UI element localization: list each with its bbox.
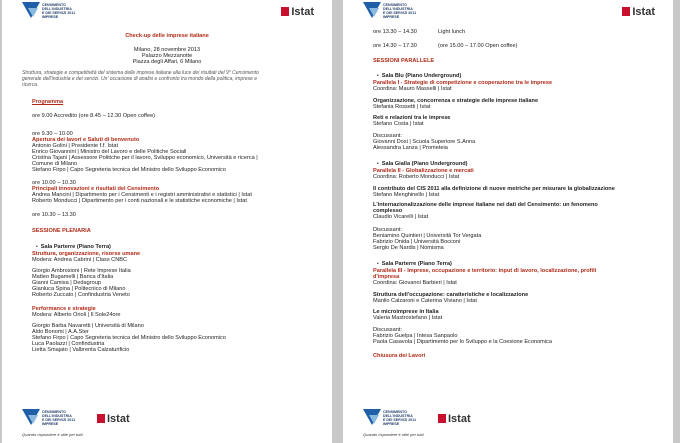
room-label: • Sala Blu (Piano Underground) [377, 73, 462, 79]
speaker: Claudio Vicarelli | Istat [373, 214, 429, 220]
speaker: Stefania Rossetti | Istat [373, 104, 431, 110]
agenda-title: Apertura dei lavori e Saluti di benvenuto [32, 137, 140, 143]
moderator: Modera: Alberto Orioli | Il Sole24ore [32, 312, 121, 318]
panel-title: d'impresa [373, 274, 400, 280]
speaker: Gianni Camisa | Dedagroup [32, 280, 101, 286]
speaker: Roberto Monducci | Dipartimento per i conti nazionali e le statistiche economiche | Istat [32, 198, 247, 204]
session-heading: SESSIONI PARALLELE [373, 58, 435, 64]
speaker: Beniamino Quintieri | Università Tor Vergata [373, 233, 482, 239]
programme-heading: Programma [32, 99, 64, 105]
speaker: Valeria Mastrostefano | Istat [373, 315, 443, 321]
speaker: Antonio Golini | Presidente f.f. Istat [32, 143, 119, 149]
census-logo: CENSIMENTO DELL'INDUSTRIA E DEI SERVIZI 2011 IMPRESE [22, 409, 92, 431]
speaker: Stefano Costa | Istat [373, 121, 424, 127]
page-footer [22, 407, 162, 437]
room-label: • Sala Parterre (Piano Terra) [36, 244, 111, 250]
moderator: Coordina: Roberto Monducci | Istat [373, 174, 460, 180]
page-header [22, 2, 314, 24]
speaker: Roberto Zuccato | Confindustria Veneto [32, 292, 130, 298]
talk-title: Reti e relazioni tra le imprese [373, 115, 451, 121]
istat-logo: Istat [97, 413, 130, 425]
agenda-time: ore 9.30 – 10.00 [32, 131, 73, 137]
speaker: Alessandra Lanza | Prometeia [373, 145, 448, 151]
speaker: Comune di Milano [32, 161, 78, 167]
agenda-title: Principali innovazioni e risultati del Censimento [32, 186, 160, 192]
closing-title: Chiusura dei Lavori [373, 353, 426, 359]
speaker: Sergio De Nardis | Nomisma [373, 245, 444, 251]
agenda-time: ore 14.30 – 17.30 [373, 43, 417, 49]
moderator: Coordina: Mauro Masselli | Istat [373, 86, 452, 92]
document-page-1 [2, 0, 332, 443]
talk-title: Le microimprese in Italia [373, 309, 439, 315]
intro-text: Struttura, strategie e competitività del sistema delle imprese italiane alla luce dei risultati del 9° Censimento [22, 70, 259, 76]
intro-text: ricerca. [22, 82, 39, 88]
doc-title: Check-up delle imprese italiane [125, 33, 209, 39]
speaker: Aldo Bonomi | A.A.Ster [32, 329, 89, 335]
discussant-label: Discussant: [373, 327, 402, 333]
talk-title: Il contributo del CIS 2011 alla definizione di nuove metriche per misurare la globalizzazione [373, 186, 615, 192]
event-venue: Palazzo Mezzanotte [141, 53, 193, 59]
speaker: Cristina Tajani | Assessore Politiche per il lavoro, Sviluppo economico, Università e ricerca | [32, 155, 258, 161]
talk-title: L'internazionalizzazione delle imprese italiane nei dati del Censimento: un fenomeno [373, 202, 598, 208]
room-label: • Sala Parterre (Piano Terra) [377, 261, 452, 267]
page-footer [363, 407, 503, 437]
agenda-time: ore 13.30 – 14.30 [373, 29, 417, 35]
talk-title: Organizzazione, concorrenza e strategie delle imprese italiane [373, 98, 539, 104]
istat-logo: Istat [281, 6, 314, 18]
panel-title: Parallela II - Globalizzazione e mercati [373, 168, 474, 174]
discussant-label: Discussant: [373, 227, 402, 233]
agenda-time: ore 10.00 – 10.30 [32, 180, 76, 186]
room-label: • Sala Gialla (Piano Underground) [377, 161, 468, 167]
panel-title: Parallela I - Strategie di competizione e cooperazione tra le imprese [373, 80, 553, 86]
speaker: Giorgio Barba Navaretti | Università di Milano [32, 323, 144, 329]
agenda-line: (ore 15.00 – 17.00 Open coffee) [438, 43, 518, 49]
event-address: Piazza degli Affari, 6 Milano [132, 59, 202, 65]
speaker: Fabrizio Onida | Università Bocconi [373, 239, 461, 245]
discussant-label: Discussant: [373, 133, 402, 139]
footer-tagline: Quando rispondere è utile per tutti. [22, 432, 84, 437]
talk-title: Struttura dell'occupazione: caratteristiche e localizzazione [373, 292, 529, 298]
footer-tagline: Quando rispondere è utile per tutti. [363, 432, 425, 437]
speaker: Gianluca Spina | Politecnico di Milano [32, 286, 126, 292]
census-logo: CENSIMENTO DELL'INDUSTRIA E DEI SERVIZI 2011 IMPRESE [363, 409, 433, 431]
speaker: Matteo Bugamelli | Banca d'Italia [32, 274, 114, 280]
speaker: Stefano Firpo | Capo Segreteria tecnica del Ministro dello Sviluppo Economico [32, 335, 226, 341]
census-logo [22, 2, 92, 24]
moderator: Modera: Andrea Cabrini | Class CNBC [32, 257, 128, 263]
speaker: Fabrizio Guelpa | Intesa Sanpaolo [373, 333, 458, 339]
speaker: Stefano Menghinello | Istat [373, 192, 440, 198]
intro-text: generale dell'industria e dei servizi. Un' occasione di analisi e confronto tra mondo della politica, imprese e [22, 76, 258, 82]
event-date: Milano, 28 novembre 2013 [133, 47, 201, 53]
census-logo: CENSIMENTO DELL'INDUSTRIA E DEI SERVIZI 2011 IMPRESE [363, 2, 433, 24]
speaker: Enrico Giovannini | Ministro del Lavoro e delle Politiche Sociali [32, 149, 187, 155]
agenda-time: ore 10.30 – 13.30 [32, 212, 76, 218]
agenda-line: ore 9.00 Accredito (ore 8.45 – 12.30 Open coffee) [32, 113, 156, 119]
speaker: Andrea Mancini | Dipartimento per i Censimenti e i registri amministrativi e statistici | Istat [32, 192, 252, 198]
istat-logo: Istat [438, 413, 471, 425]
speaker: Stefano Firpo | Capo Segreteria tecnica del Ministro dello Sviluppo Economico [32, 167, 226, 173]
session-heading: SESSIONE PLENARIA [32, 228, 91, 234]
talk-title: complesso [373, 208, 403, 214]
agenda-line: Light lunch [438, 29, 466, 35]
speaker: Giorgio Ambrosioni | Rete Imprese Italia [32, 268, 131, 274]
speaker: Giovanni Dosi | Scuola Superiore S.Anna [373, 139, 476, 145]
census-logo-text: CENSIMENTO DELL'INDUSTRIA E DEI SERVIZI 2011 IMPRESE [42, 3, 76, 19]
document-page-2 [343, 0, 673, 443]
panel-title: Performance e strategie [32, 306, 96, 312]
speaker: Manlio Calzaroni e Caterina Viviano | Istat [373, 298, 477, 304]
speaker: Luca Paolazzi | Confindustria [32, 341, 105, 347]
istat-logo: Istat [622, 6, 655, 18]
page-header [363, 2, 655, 24]
moderator: Coordina: Giovanni Barbieri | Istat [373, 280, 457, 286]
panel-title: Parallela III - Imprese, occupazione e territorio: input di lavoro, localizzazione, profili [373, 268, 597, 274]
speaker: Lietta Smajato | Valbrenta Calzaturificio [32, 347, 130, 353]
speaker: Paola Casavola | Dipartimento per lo Sviluppo e la Coesione Economica [373, 339, 552, 345]
panel-title: Struttura, organizzazione, risorse umane [32, 251, 141, 257]
